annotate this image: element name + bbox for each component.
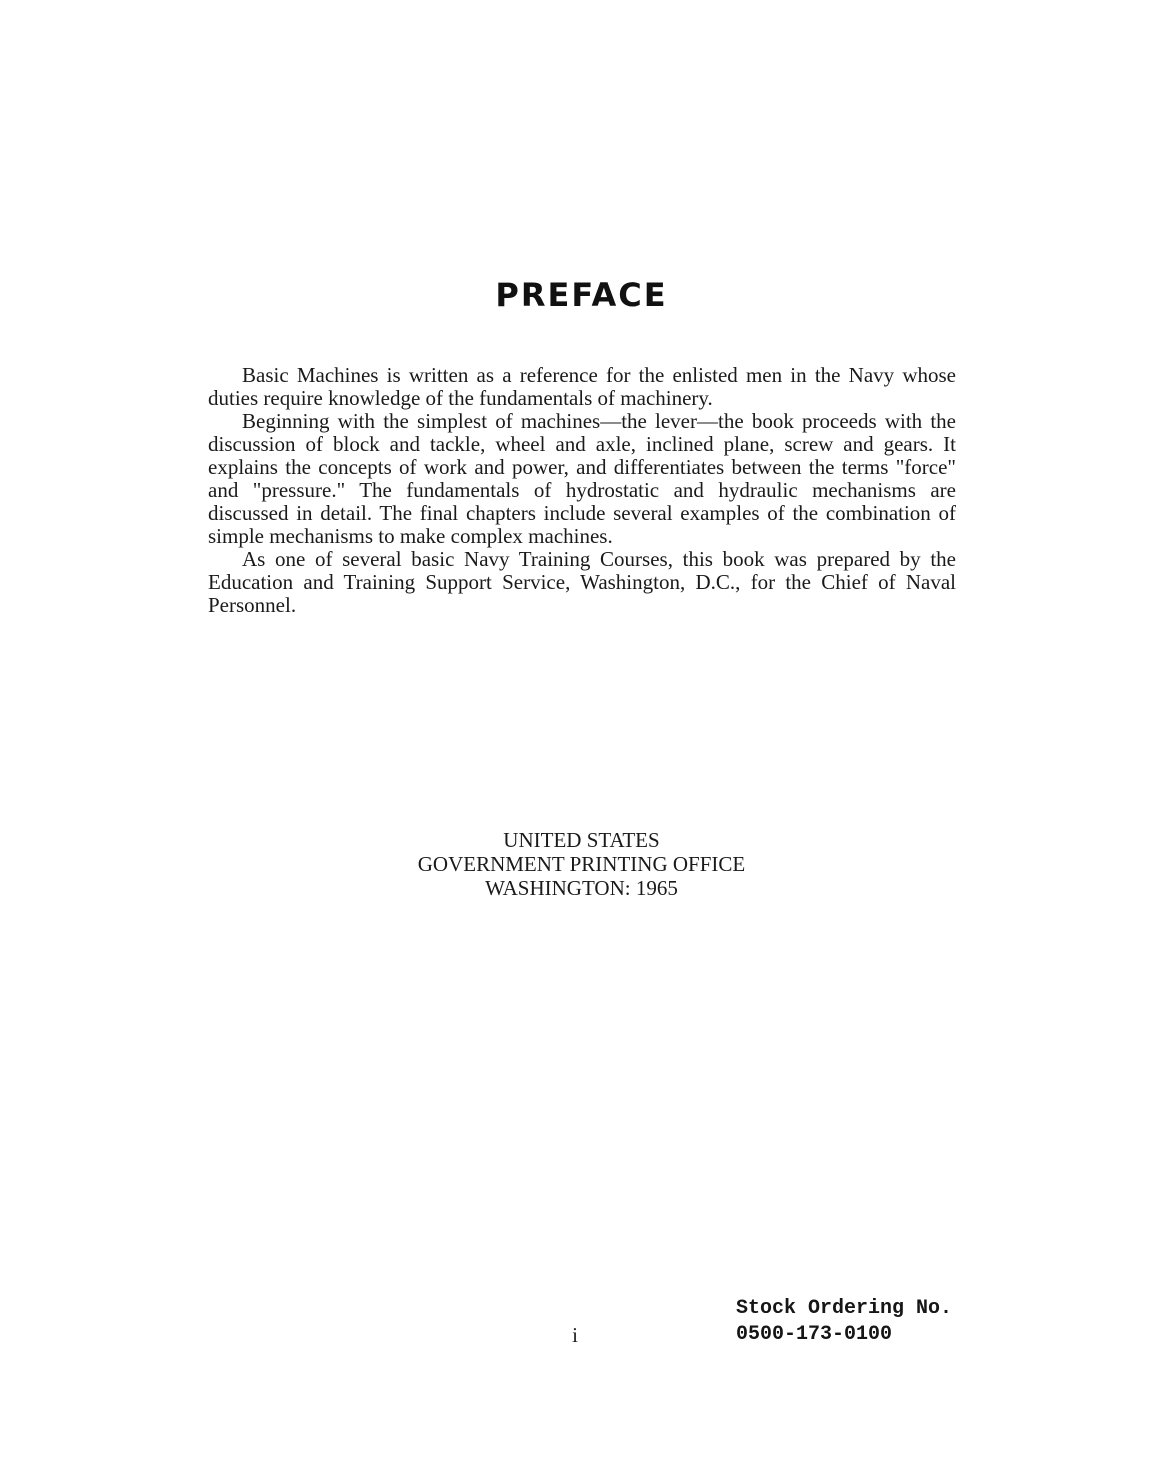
imprint-line-3: WASHINGTON: 1965 <box>485 876 678 900</box>
imprint-line-2: GOVERNMENT PRINTING OFFICE <box>417 852 746 876</box>
stock-ordering-block <box>736 1296 952 1348</box>
stock-ordering-label: Stock Ordering No. <box>736 1297 953 1320</box>
preface-paragraph-2: Beginning with the simplest of machines—the lever—the book proceeds with the discussion of block and tackle, wheel and axle, inclined plane, screw and gears. It explains the concepts of work and power, and differentiates between the terms "force" and "pressure." The fundamentals of hydrostatic and hydraulic mechanisms are discussed in detail. The final chapters include several examples of the combination of simple mechanisms to make complex machines. <box>208 409 956 548</box>
page-title: PREFACE <box>495 276 668 314</box>
stock-ordering-number: 0500-173-0100 <box>736 1323 893 1346</box>
preface-paragraph-1: Basic Machines is written as a reference for the enlisted men in the Navy whose duties require knowledge of the fundamentals of machinery. <box>208 363 956 410</box>
preface-body <box>208 364 956 617</box>
imprint-line-1: UNITED STATES <box>503 828 660 852</box>
publisher-imprint <box>0 828 1163 900</box>
preface-paragraph-3: As one of several basic Navy Training Courses, this book was prepared by the Education and Training Support Service, Washington, D.C., for the Chief of Naval Personnel. <box>208 547 956 617</box>
page-number: i <box>572 1323 578 1347</box>
